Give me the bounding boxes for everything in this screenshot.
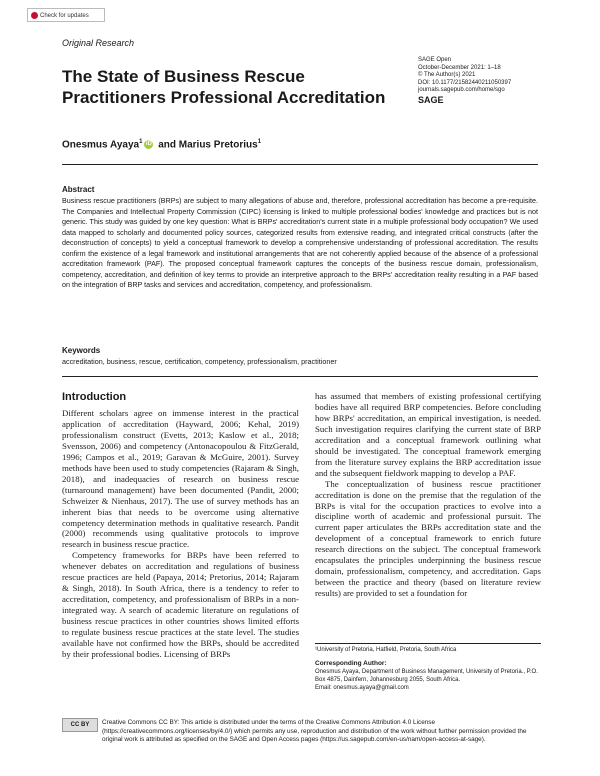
journal-issue: October-December 2021: 1–18 (418, 64, 501, 71)
corr-heading: Corresponding Author: (315, 660, 387, 667)
keywords-text: accreditation, business, rescue, certification, competency, professionalism, practitioner (62, 357, 337, 366)
corresponding-author (315, 660, 541, 692)
footnote-divider (315, 643, 541, 644)
author-line (62, 139, 261, 150)
cc-by-icon: CC BY (62, 718, 98, 732)
abstract-text: Business rescue practitioners (BRPs) are subject to many allegations of abuse and, therefore, professional accreditation has become a pre-requisite. The Companies and Intellectual Property Commission (CIPC) licensing is linked to multiple professional bodies' knowledge and practices but is not generic. This study was guided by one key question: What is BRPs' accreditation's current state in a multiple professional body occupation? We used data mapped to scholarly and documented policy sources, categorized results from extensive reading, and integrated critical constructs (after the deconstruction of concepts) to yield a conceptual framework to develop a comprehensive understanding of professional accreditation. The results confirm the existence of a legal framework and institutional arrangements that are not coherently applied because of the absence of a professional accreditation framework (PAF). The proposed conceptual framework captures the concepts of the business rescue domain, professionalism, competency, accreditation, and definition of key terms to provide an interpretive approach to the BRPs' accreditation reality resulting in a PAF based on the integration of BRP tasks and services and accreditation, competency, and professionalism. (62, 196, 538, 289)
orcid-icon[interactable]: iD (145, 141, 152, 148)
journal-name: SAGE Open (418, 57, 452, 63)
check-for-updates-badge[interactable] (27, 8, 105, 22)
sage-logo: SAGE (418, 94, 444, 105)
abstract-heading: Abstract (62, 185, 95, 194)
author-1-affiliation: 1 (139, 139, 143, 145)
right-column (315, 391, 541, 599)
license-text: Creative Commons CC BY: This article is distributed under the terms of the Creative Commons Attribution 4.0 License (https://creativecommons.org/licenses/by/4.0/) which permits any use, reproduction and distribution of the work without further permission provided the original work is attributed as specified on the SAGE and Open Access pages (https://us.sagepub.com/en-us/nam/open-access-at-sage). (102, 719, 527, 744)
introduction-heading: Introduction (62, 391, 127, 403)
doi[interactable]: DOI: 10.1177/21582440211050397 (418, 79, 512, 86)
corr-text: Onesmus Ayaya, Department of Business Management, University of Pretoria., P.O. Box 4875, Dainfern, Johannesburg 2055, South Africa. (315, 669, 538, 683)
divider (62, 376, 538, 377)
journal-meta (418, 57, 568, 105)
keywords-heading: Keywords (62, 346, 101, 355)
check-for-updates-label: Check for updates (40, 13, 89, 19)
section-label: Original Research (62, 38, 135, 48)
paragraph: Different scholars agree on immense interest in the practical application of accreditation (Hayward, 2006; Kehal, 2019) professionalism construct (Evetts, 2013; Kaslow et al., 2018; Svensson, 2006) and competency (Antonacopoulou & FitzGerald, 1996; Campos et al., 2019; Garavan & McGuire, 2001). Survey methods have been used to study competencies (Rajaram & Singh, 2018), and inadequacies of research on business rescue (turnaround management) have been documented (Pandit, 2000; Schweizer & Nienhaus, 2017). The use of survey methods has an inherent bias that needs to be overcome using alternative competency determination methods in qualitative research. Pandit (2000) recommends using qualitative protocols to improve research in business rescue practice. (62, 408, 299, 550)
author-connector: and (155, 139, 179, 151)
divider (62, 164, 538, 165)
paragraph: has assumed that members of existing professional certifying bodies have all required BRP competencies. Before concluding how BRPs' accreditation, an empirical investigation, is needed. Such investigation requires clarifying the current state of BRP accreditation and a conceptual framework outlining what should be investigated. The conceptual framework emerging from the literature survey explains the BRP accreditation issue and the subsequent fieldwork mapping to develop a PAF. (315, 391, 541, 478)
corr-email[interactable]: Email: onesmus.ayaya@gmail.com (315, 685, 409, 691)
author-2-affiliation: 1 (257, 139, 262, 145)
author-1: Onesmus Ayaya (62, 139, 140, 151)
affiliation-footnote: ¹University of Pretoria, Hatfield, Pretoria, South Africa (315, 647, 457, 653)
article-title: The State of Business Rescue Practitioners Professional Accreditation (62, 67, 386, 107)
paragraph: The conceptualization of business rescue practitioner accreditation is done on the premise that the regulation of the BRPs is vital for the occupation practices to evolve into a discipline worth of academic and professional pursuit. The current paper articulates the BRPs accreditation state and the development of a conceptual framework to enrich future research directions on the subject. The conceptual framework encapsulates the principles underpinning the business rescue domain, professionalism, competency, and accreditation. Gaps between the practice and theory (based on literature review results) are provided to set a foundation for (315, 478, 541, 599)
paragraph: Competency frameworks for BRPs have been referred to whenever debates on accreditation and regulations of business rescue practices are held (Papaya, 2014; Pretorius, 2014; Rajaram & Singh, 2018). In South Africa, there is a tendency to refer to accreditation, competency, and professionalism of BRPs in a non-integrated way. A search of academic literature on regulations of business rescue practices in other countries shows limited efforts to regulate business rescue practices at the state level. The studies available have not confirmed how the BRPs, should be accredited by their professional bodies. Licensing of BRPs (62, 550, 299, 659)
author-2: Marius Pretorius (178, 139, 258, 151)
left-column (62, 408, 299, 660)
journal-url[interactable]: journals.sagepub.com/home/sgo (418, 87, 505, 94)
copyright: © The Author(s) 2021 (418, 72, 476, 79)
updates-icon (31, 12, 38, 19)
